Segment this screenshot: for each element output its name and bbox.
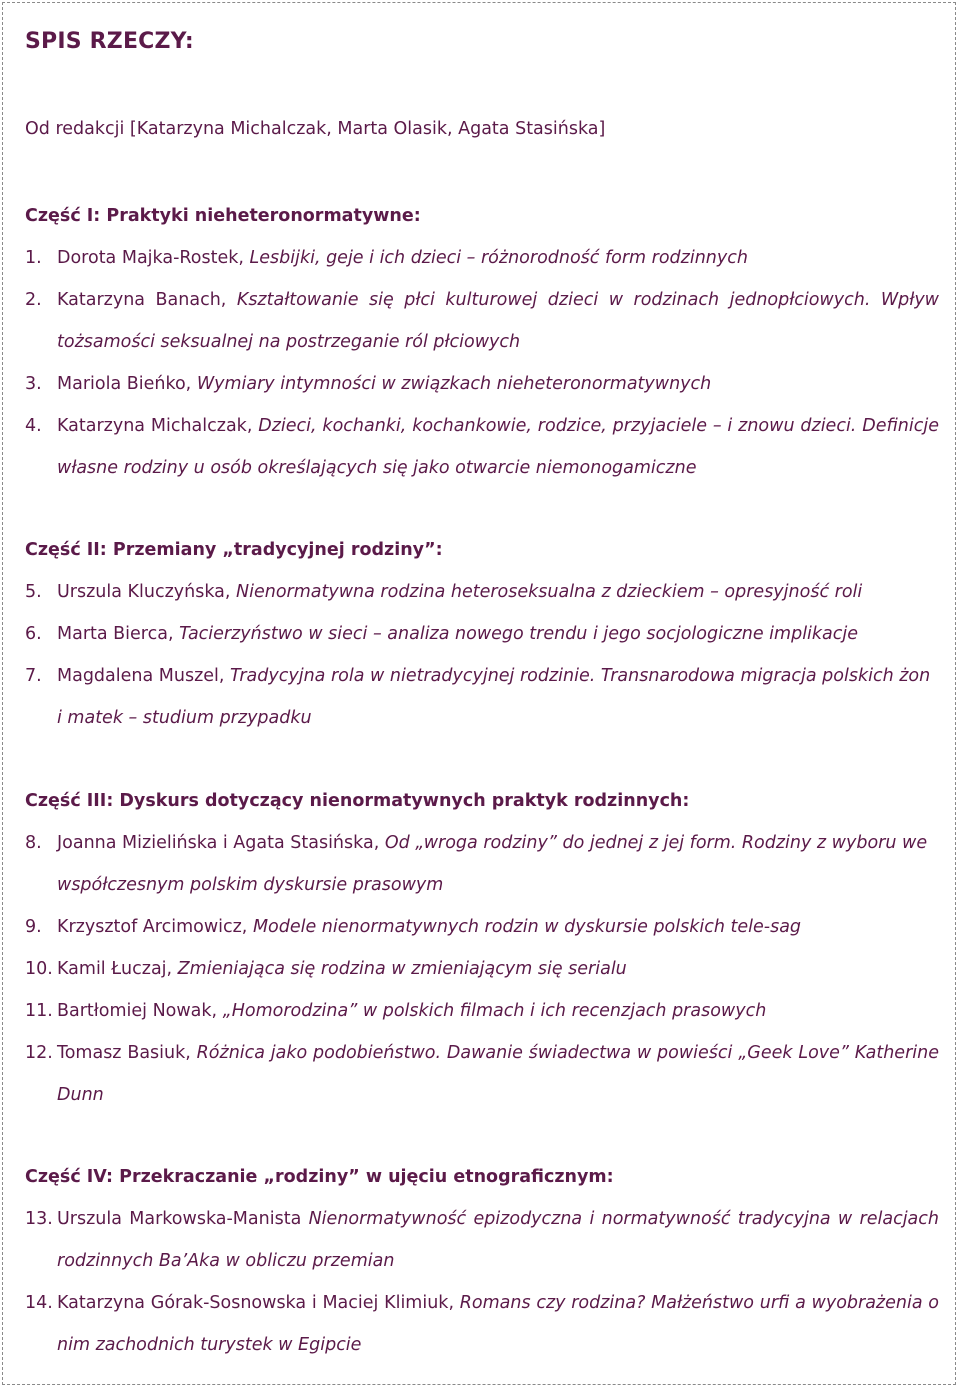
section-part-4 (25, 1156, 939, 1366)
entry-title: Zmieniająca się rodzina w zmieniającym się serialu (177, 959, 627, 979)
entry-author: Katarzyna Banach, (57, 290, 237, 310)
entry-title: Nienormatywność epizodyczna i normatywność tradycyjna w relacjach rodzinnych Ba’Aka w obliczu przemian (57, 1209, 939, 1271)
entry-author: Kamil Łuczaj, (57, 959, 178, 979)
entry-author: Katarzyna Michalczak, (57, 416, 259, 436)
entry-number: 8. (25, 833, 42, 853)
entry-author: Katarzyna Górak-Sosnowska i Maciej Klimiuk, (57, 1293, 460, 1313)
toc-page (2, 2, 956, 1385)
entry-number: 12. (25, 1043, 53, 1063)
entry-number: 1. (25, 248, 42, 268)
toc-entry (25, 655, 939, 739)
page-title: SPIS RZECZY: (25, 29, 194, 54)
entry-number: 7. (25, 666, 42, 686)
section-part-1 (25, 195, 939, 489)
entry-number: 14. (25, 1293, 53, 1313)
entry-title: Lesbijki, geje i ich dzieci – różnorodność form rodzinnych (249, 248, 748, 268)
section-title: Część IV: Przekraczanie „rodziny” w ujęciu etnograficznym: (25, 1167, 614, 1187)
entry-number: 3. (25, 374, 42, 394)
entry-title: Kształtowanie się płci kulturowej dzieci w rodzinach jednopłciowych. Wpływ tożsamości seksualnej na postrzeganie ról płciowych (57, 290, 939, 352)
toc-entry (25, 405, 939, 489)
entry-title: Nienormatywna rodzina heteroseksualna z dzieckiem – opresyjność roli (236, 582, 863, 602)
section-part-3 (25, 780, 939, 1116)
entry-number: 11. (25, 1001, 53, 1021)
entry-author: Magdalena Muszel, (57, 666, 231, 686)
entry-title: Tacierzyństwo w sieci – analiza nowego trendu i jego socjologiczne implikacje (179, 624, 859, 644)
section-title: Część III: Dyskurs dotyczący nienormatywnych praktyk rodzinnych: (25, 791, 690, 811)
toc-entry (25, 948, 939, 990)
entry-title: „Homorodzina” w polskich filmach i ich recenzjach prasowych (222, 1001, 767, 1021)
entry-title: Modele nienormatywnych rodzin w dyskursie polskich tele-sag (252, 917, 802, 937)
entry-number: 5. (25, 582, 42, 602)
entry-title: Dzieci, kochanki, kochankowie, rodzice, przyjaciele – i znowu dzieci. Definicje własne rodziny u osób określających się jako otwarcie niemonogamiczne (57, 416, 939, 478)
toc-entry (25, 822, 939, 906)
toc-entry (25, 1282, 939, 1366)
entry-author: Bartłomiej Nowak, (57, 1001, 223, 1021)
entry-number: 6. (25, 624, 42, 644)
entry-title: Od „wroga rodziny” do jednej z jej form. Rodziny z wyboru we współczesnym polskim dyskursie prasowym (57, 833, 928, 895)
entry-title: Tradycyjna rola w nietradycyjnej rodzinie. Transnarodowa migracja polskich żon i matek – studium przypadku (57, 666, 931, 728)
entry-author: Urszula Kluczyńska, (57, 582, 237, 602)
toc-entry (25, 1032, 939, 1116)
toc-entry (25, 1198, 939, 1282)
toc-entry (25, 279, 939, 363)
entry-number: 9. (25, 917, 42, 937)
entry-author: Mariola Bieńko, (57, 374, 197, 394)
editorial-intro: Od redakcji [Katarzyna Michalczak, Marta Olasik, Agata Stasińska] (25, 119, 606, 139)
entry-number: 10. (25, 959, 53, 979)
entry-number: 4. (25, 416, 42, 436)
entry-author: Marta Bierca, (57, 624, 180, 644)
entry-author: Dorota Majka-Rostek, (57, 248, 250, 268)
entry-title: Romans czy rodzina? Małżeństwo urfi a wyobrażenia o nim zachodnich turystek w Egipcie (57, 1293, 939, 1355)
toc-entry (25, 613, 939, 655)
entry-title: Różnica jako podobieństwo. Dawanie świadectwa w powieści „Geek Love” Katherine Dunn (57, 1043, 939, 1105)
section-title: Część II: Przemiany „tradycyjnej rodziny”: (25, 540, 443, 560)
entry-number: 2. (25, 290, 42, 310)
toc-entry (25, 571, 939, 613)
entry-author: Joanna Mizielińska i Agata Stasińska, (57, 833, 385, 853)
toc-entry (25, 990, 939, 1032)
entry-author: Urszula Markowska-Manista (57, 1209, 309, 1229)
section-title: Część I: Praktyki nieheteronormatywne: (25, 206, 421, 226)
toc-entry (25, 906, 939, 948)
section-part-2 (25, 529, 939, 739)
entry-number: 13. (25, 1209, 53, 1229)
entry-title: Wymiary intymności w związkach nieheteronormatywnych (196, 374, 712, 394)
toc-entry (25, 363, 939, 405)
entry-author: Krzysztof Arcimowicz, (57, 917, 253, 937)
toc-entry (25, 237, 939, 279)
entry-author: Tomasz Basiuk, (57, 1043, 197, 1063)
